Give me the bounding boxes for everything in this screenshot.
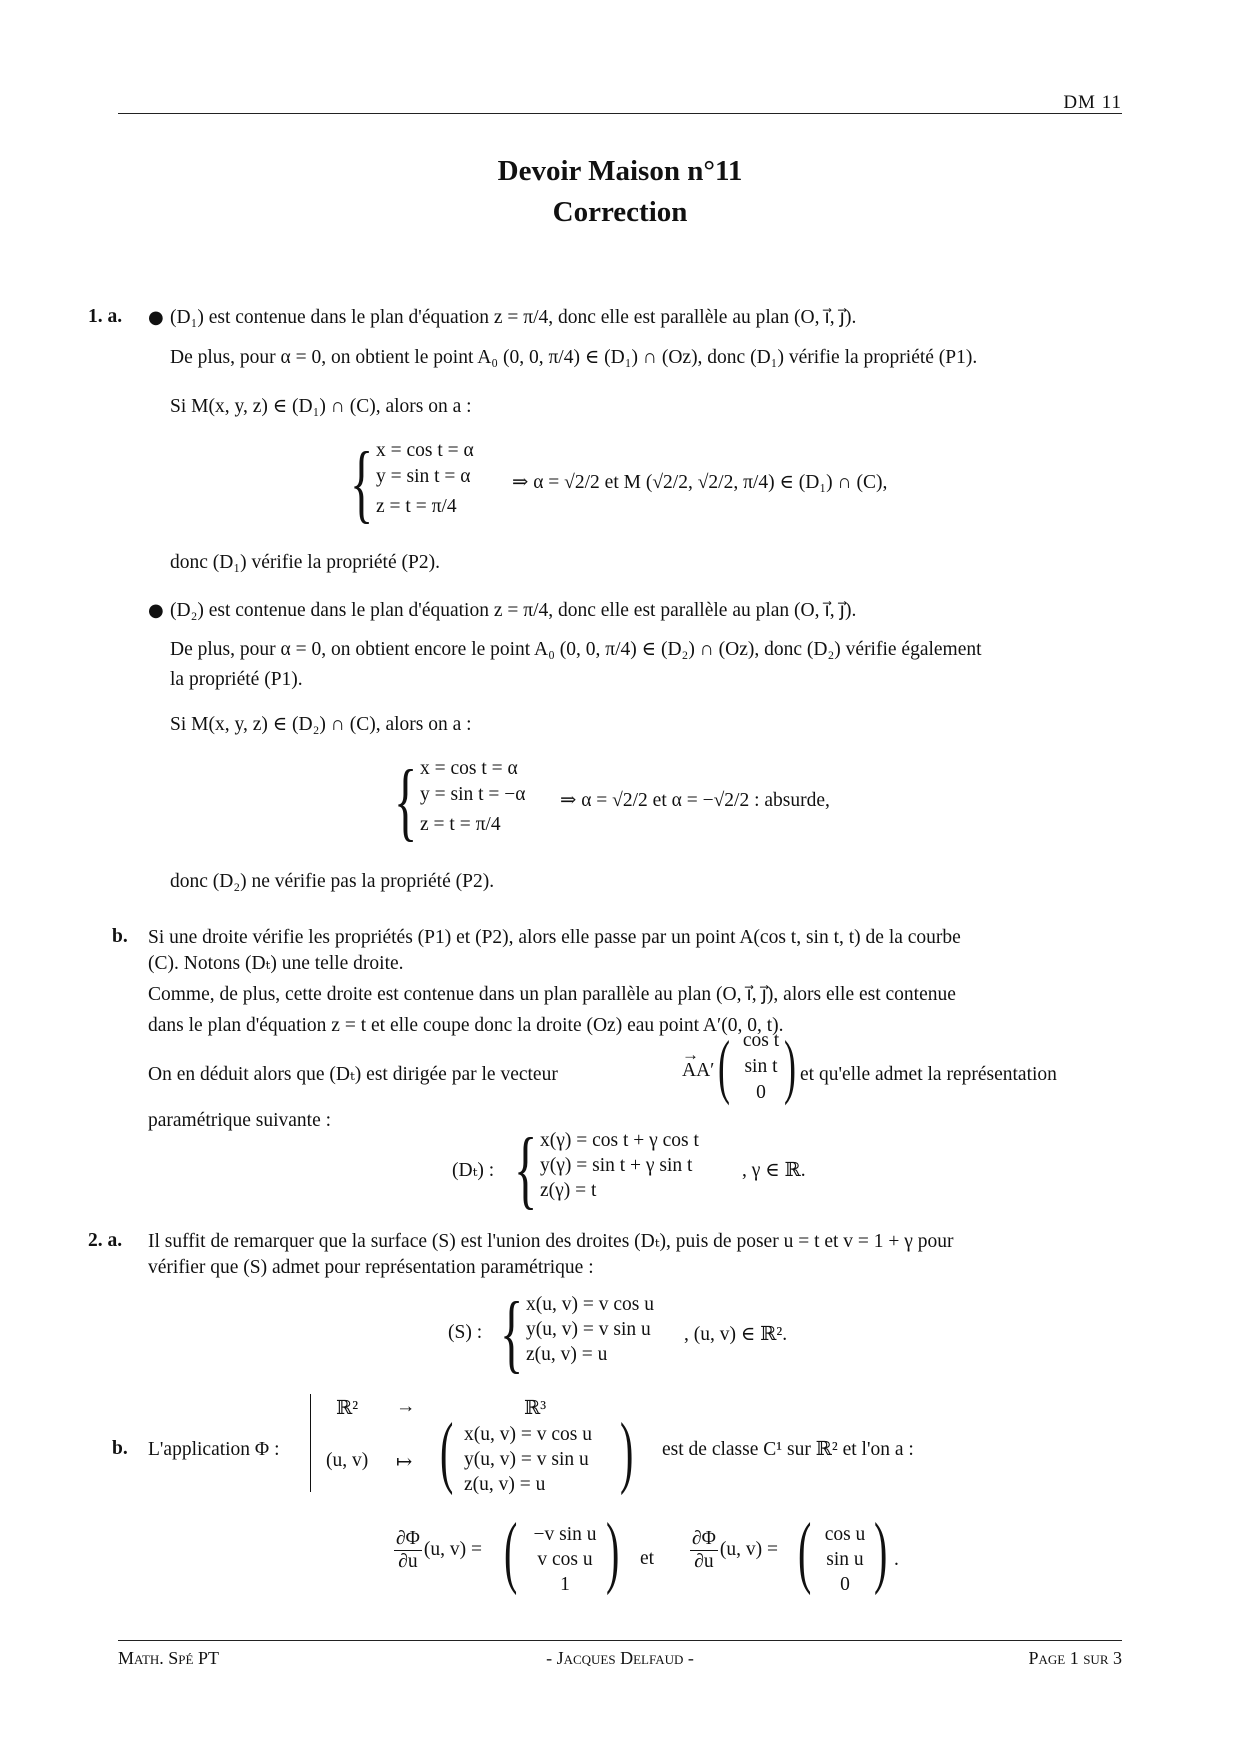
footer-right: Page 1 sur 3	[1028, 1648, 1122, 1668]
partial-v-fraction	[688, 1528, 778, 1573]
partial-u-fraction	[392, 1528, 482, 1573]
q2b-intro: L'application Φ :	[148, 1439, 280, 1460]
q1a-b1-sys-2: y = sin t = α	[376, 466, 471, 487]
footer-rule	[118, 1640, 1122, 1641]
footer-left: Math. Spé PT	[118, 1648, 219, 1668]
matrix-entry-1: cos t	[742, 1030, 780, 1051]
q2b-codomain: ℝ³	[524, 1398, 547, 1419]
q1a-b1-line3: Si M(x, y, z) ∈ (D₁) ∩ (C), alors on a :	[170, 396, 472, 417]
q2a-label: 2. a.	[88, 1230, 123, 1251]
q1a-b1-sys-1: x = cos t = α	[376, 440, 474, 461]
du-entry-1: −v sin u	[533, 1524, 597, 1545]
q1b-line3: Comme, de plus, cette droite est contenue dans un plan parallèle au plan (O, i⃗, j⃗), alors elle est contenue	[148, 984, 956, 1005]
dv-entry-3: 0	[840, 1574, 850, 1595]
du-entry-2: v cos u	[537, 1549, 593, 1570]
partial-v-arg: (u, v) =	[719, 1538, 779, 1560]
q2b-comp-3: z(u, v) = u	[464, 1474, 546, 1495]
header-rule	[118, 113, 1122, 114]
q2a-line2: vérifier que (S) admet pour représentation paramétrique :	[148, 1257, 594, 1278]
du-right-paren: )	[606, 1508, 620, 1596]
matrix-entry-2: sin t	[744, 1056, 778, 1077]
q2a-sys-1: x(u, v) = v cos u	[526, 1294, 654, 1315]
vector-label: → AA′	[682, 1060, 714, 1082]
q2b-label: b.	[112, 1438, 128, 1459]
du-entry-3: 1	[560, 1574, 570, 1595]
q1a-b1-sys-3: z = t = π/4	[376, 496, 457, 517]
q1a-b2-sys-1: x = cos t = α	[420, 758, 518, 779]
q1b-line6: paramétrique suivante :	[148, 1110, 332, 1131]
dv-entry-2: sin u	[826, 1549, 864, 1570]
q1a-b1-result: ⇒ α = √2/2 et M (√2/2, √2/2, π/4) ∈ (D₁) ∩ (C),	[512, 472, 888, 493]
q2b-variable: (u, v)	[326, 1450, 369, 1471]
dv-entry-1: cos u	[824, 1524, 866, 1545]
q1b-label: b.	[112, 926, 128, 947]
q1a-b2-line1: (D₂) est contenue dans le plan d'équation z = π/4, donc elle est parallèle au plan (O, i⃗, j⃗).	[170, 600, 857, 621]
q2a-sys-3: z(u, v) = u	[526, 1344, 608, 1365]
q2a-sys-rhs: , (u, v) ∈ ℝ².	[684, 1324, 788, 1345]
matrix-left-paren: (	[718, 1026, 730, 1106]
q1b-sys-3: z(γ) = t	[540, 1180, 597, 1201]
page-subtitle: Correction	[552, 196, 688, 228]
q1a-b1-line4: donc (D₁) vérifie la propriété (P2).	[170, 552, 440, 573]
page-title: Devoir Maison n°11	[497, 155, 743, 187]
partial-v-den: ∂u	[694, 1551, 714, 1572]
q1a-label: 1. a.	[88, 306, 123, 327]
partial-u-num: ∂Φ	[396, 1528, 420, 1549]
mapping-right-paren: )	[620, 1408, 634, 1496]
q1b-line2: (C). Notons (Dₜ) une telle droite.	[148, 953, 404, 974]
q1a-b1-line2: De plus, pour α = 0, on obtient le point A₀ (0, 0, π/4) ∈ (D₁) ∩ (Oz), donc (D₁) vérifie la propriété (P1).	[170, 347, 978, 368]
q2a-sys-lhs: (S) :	[448, 1322, 483, 1343]
q1a-b2-line2: De plus, pour α = 0, on obtient encore le point A₀ (0, 0, π/4) ∈ (D₂) ∩ (Oz), donc (D₂) vérifie également	[170, 639, 982, 660]
partial-u-arg: (u, v) =	[423, 1538, 483, 1560]
q2a-sys-2: y(u, v) = v sin u	[526, 1319, 651, 1340]
bullet-icon: ●	[148, 600, 164, 621]
q1a-b1-line1: (D₁) est contenue dans le plan d'équation z = π/4, donc elle est parallèle au plan (O, i⃗, j⃗).	[170, 307, 857, 328]
q1b-sys-2: y(γ) = sin t + γ sin t	[540, 1155, 693, 1176]
q2b-comp-2: y(u, v) = v sin u	[464, 1449, 589, 1470]
matrix-entry-3: 0	[756, 1082, 766, 1103]
system-brace: {	[394, 753, 418, 850]
q1a-b2-sys-3: z = t = π/4	[420, 814, 501, 835]
mapping-left-paren: (	[440, 1408, 454, 1496]
q1a-b2-sys-2: y = sin t = −α	[420, 784, 526, 805]
mapping-bar	[310, 1394, 311, 1492]
q1a-b2-result: ⇒ α = √2/2 et α = −√2/2 : absurde,	[560, 790, 830, 811]
q1b-sys-lhs: (Dₜ) :	[452, 1160, 495, 1181]
footer-center: - Jacques Delfaud -	[546, 1648, 694, 1668]
q1a-b2-line3: la propriété (P1).	[170, 669, 303, 690]
q1b-sys-1: x(γ) = cos t + γ cos t	[540, 1130, 699, 1151]
q2b-end: .	[894, 1549, 899, 1570]
partial-v-num: ∂Φ	[692, 1528, 716, 1549]
bullet-icon: ●	[148, 307, 164, 328]
q2b-maps: ↦	[396, 1452, 413, 1473]
system-brace: {	[500, 1285, 524, 1382]
q1b-line1: Si une droite vérifie les propriétés (P1) et (P2), alors elle passe par un point A(cos t, sin t, t) de la courbe	[148, 927, 961, 948]
header-tag: DM 11	[1063, 92, 1122, 113]
et-word: et	[640, 1548, 655, 1569]
q1a-b2-line5: donc (D₂) ne vérifie pas la propriété (P2).	[170, 871, 495, 892]
q1b-line5b: et qu'elle admet la représentation	[800, 1064, 1057, 1085]
du-left-paren: (	[504, 1508, 518, 1596]
system-brace: {	[514, 1121, 538, 1218]
q1a-b2-line4: Si M(x, y, z) ∈ (D₂) ∩ (C), alors on a :	[170, 714, 472, 735]
q1b-sys-rhs: , γ ∈ ℝ.	[742, 1160, 806, 1181]
dv-right-paren: )	[874, 1508, 888, 1596]
q2b-arrow: →	[396, 1396, 416, 1417]
q2a-line1: Il suffit de remarquer que la surface (S) est l'union des droites (Dₜ), puis de poser u = t et v = 1 + γ pour	[148, 1231, 954, 1252]
dv-left-paren: (	[798, 1508, 812, 1596]
matrix-right-paren: )	[784, 1026, 796, 1106]
system-brace: {	[350, 435, 374, 532]
vector-AA-prime	[682, 1060, 714, 1082]
partial-u-den: ∂u	[398, 1551, 418, 1572]
q1b-line5a: On en déduit alors que (Dₜ) est dirigée par le vecteur	[148, 1064, 558, 1085]
q2b-tail: est de classe C¹ sur ℝ² et l'on a :	[662, 1439, 914, 1460]
q2b-domain: ℝ²	[336, 1398, 359, 1419]
q2b-comp-1: x(u, v) = v cos u	[464, 1424, 592, 1445]
q1b-line4: dans le plan d'équation z = t et elle coupe donc la droite (Oz) eau point A′(0, 0, t).	[148, 1015, 784, 1036]
